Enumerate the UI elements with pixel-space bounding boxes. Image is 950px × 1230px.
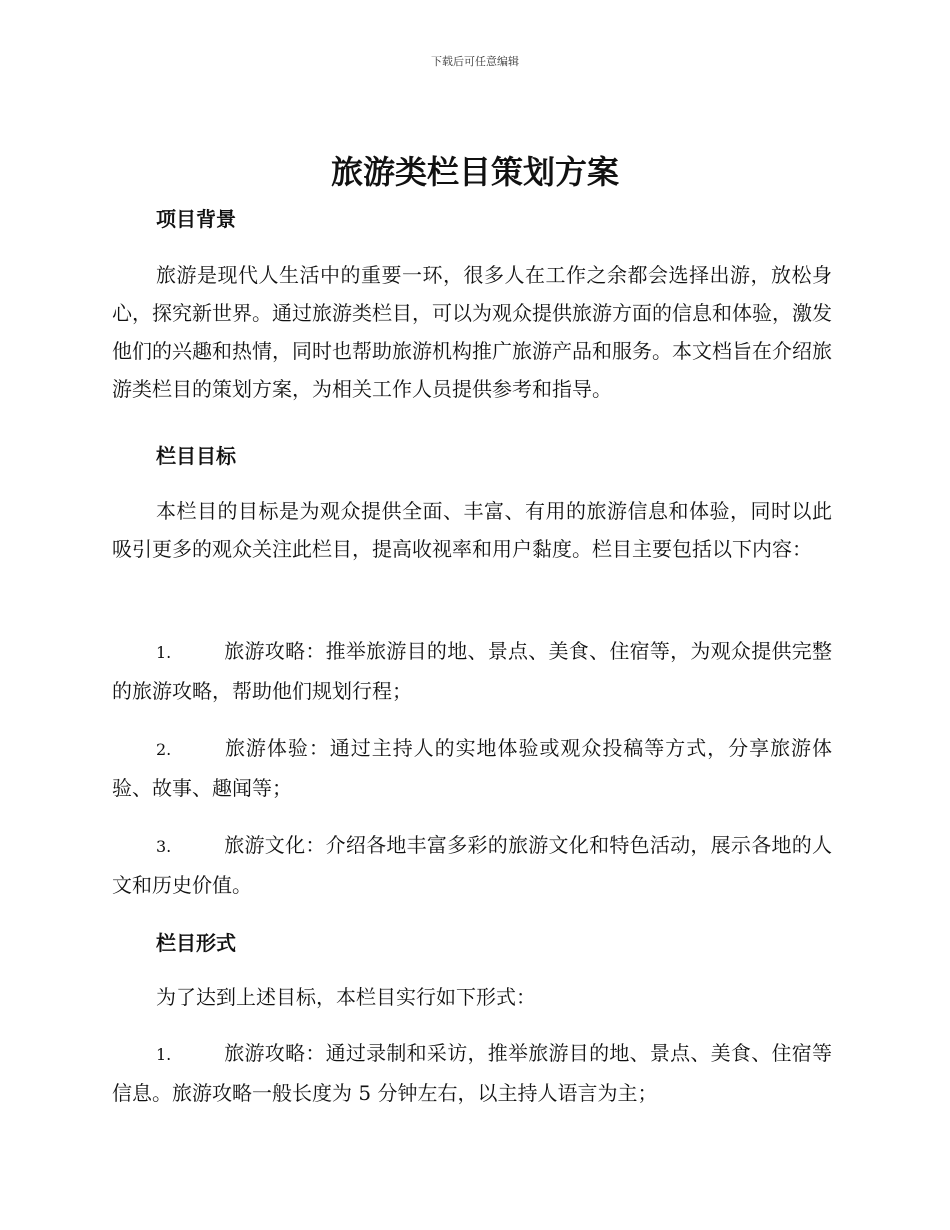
section-heading-goals: 栏目目标 — [156, 444, 236, 468]
list-item-number: 1. — [156, 1045, 172, 1064]
list-item-number: 2. — [156, 740, 172, 759]
list-item-text: 旅游攻略：推举旅游目的地、景点、美食、住宿等，为观众提供完整的旅游攻略，帮助他们规划行程； — [112, 639, 832, 703]
list-item-text: 旅游文化：介绍各地丰富多彩的旅游文化和特色活动，展示各地的人文和历史价值。 — [112, 833, 832, 897]
list-item-text: 旅游体验：通过主持人的实地体验或观众投稿等方式，分享旅游体验、故事、趣闻等； — [112, 736, 832, 800]
list-item-text: 旅游攻略：通过录制和采访，推举旅游目的地、景点、美食、住宿等信息。旅游攻略一般长度为 5 分钟左右，以主持人语言为主； — [112, 1041, 832, 1105]
section-paragraph-goals: 本栏目的目标是为观众提供全面、丰富、有用的旅游信息和体验，同时以此吸引更多的观众关注此栏目，提高收视率和用户黏度。栏目主要包括以下内容： — [112, 499, 832, 561]
section-paragraph-background: 旅游是现代人生活中的重要一环，很多人在工作之余都会选择出游，放松身心，探究新世界。通过旅游类栏目，可以为观众提供旅游方面的信息和体验，激发他们的兴趣和热情，同时也帮助旅游机构推广旅游产品和服务。本文档旨在介绍旅游类栏目的策划方案，为相关工作人员提供参考和指导。 — [112, 263, 832, 401]
list-item — [112, 1034, 832, 1112]
section-heading-background: 项目背景 — [156, 207, 236, 231]
list-item — [112, 632, 832, 710]
list-item — [112, 729, 832, 807]
header-note: 下载后可任意编辑 — [431, 55, 519, 68]
list-item — [112, 826, 832, 904]
section-heading-format: 栏目形式 — [156, 931, 236, 955]
document-title: 旅游类栏目策划方案 — [330, 153, 619, 191]
section-paragraph-format: 为了达到上述目标，本栏目实行如下形式： — [156, 985, 536, 1009]
list-item-number: 3. — [156, 837, 172, 856]
list-item-number: 1. — [156, 643, 172, 662]
